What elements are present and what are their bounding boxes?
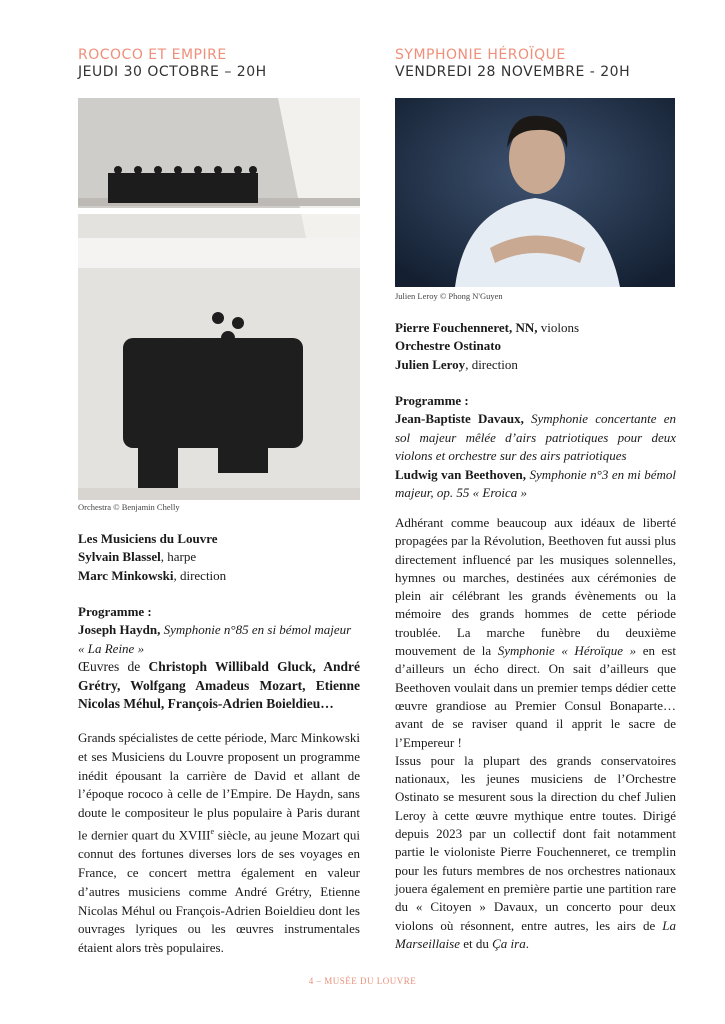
event-title: SYMPHONIE HÉROÏQUE: [395, 47, 566, 63]
work: Jean-Baptiste Davaux, Symphonie concertante en sol majeur mêlée d’airs patriotiques pour deux violons et orchestre sur des airs patriotiques: [395, 411, 676, 464]
performer: Orchestre Ostinato: [395, 338, 502, 354]
left-performers: [78, 530, 360, 585]
left-header: [78, 47, 267, 81]
page-footer: 4 – MUSÉE DU LOUVRE: [308, 976, 417, 986]
right-performers: [395, 319, 676, 374]
right-programme: [395, 392, 676, 502]
photo-caption: Orchestra © Benjamin Chelly: [78, 502, 180, 512]
orchestra-photo: [78, 98, 360, 500]
work: Ludwig van Beethoven, Symphonie n°3 en mi bémol majeur, op. 55 « Eroica »: [395, 466, 676, 501]
performer: Julien Leroy, direction: [395, 356, 518, 372]
programme-label: Programme :: [78, 604, 152, 619]
conductor-photo: [395, 98, 675, 287]
event-title: ROCOCO ET EMPIRE: [78, 47, 227, 63]
right-description: Adhérant comme beaucoup aux idéaux de liberté propagées par la Révolution, Beethoven fut aussi plus directement influencé par les musiques solennelles, hymnes ou marches, destinées aux cérémonies de plein air célébrant les grands évènements ou la mémoire des grands hommes de cette période troublée. La marche funèbre du deuxième mouvement de la Symphonie « Héroïque » en est d’ailleurs un écho direct. On sait d’ailleurs que Beethoven voulait dans un premier temps dédier cette œuvre grandiose au Premier Consul Bonaparte… avant de se raviser quand il apprit le sacre de l’Empereur ! Issus pour la plupart des grands conservatoires nationaux, les jeunes musiciens de l’Orchestre Ostinato se mesurent sous la direction du chef Julien Leroy à cette œuvre mythique entre toutes. Dirigé depuis 2023 par un collectif dont fait notamment partie le violoniste Pierre Fouchenneret, ce tremplin pour les futurs membres de nos orchestres nationaux jouera également en première partie une partition rare du « Citoyen » Davaux, un concerto pour deux violons où résonnent, entre autres, les airs de La Marseillaise et du Ça ira.: [395, 515, 676, 951]
left-programme: Programme : Joseph Haydn, Symphonie n°85 en si bémol majeur « La Reine » Œuvres de Christoph Willibald Gluck, André Grétry, Wolfgang Amadeus Mozart, Etienne Nicolas Méhul, François-Adrien Boieldieu…: [78, 604, 360, 712]
event-date: JEUDI 30 OCTOBRE – 20H: [78, 64, 267, 80]
performer: Les Musiciens du Louvre: [78, 531, 218, 546]
photo-caption: Julien Leroy © Phong N'Guyen: [395, 291, 503, 301]
work: Joseph Haydn, Symphonie n°85 en si bémol majeur « La Reine »: [78, 622, 352, 656]
performer: Pierre Fouchenneret, NN, violons: [395, 320, 580, 335]
performer: Sylvain Blassel, harpe: [78, 549, 197, 565]
right-header: [395, 47, 630, 81]
event-date: VENDREDI 28 NOVEMBRE - 20H: [395, 64, 631, 80]
programme-label: Programme :: [395, 393, 469, 408]
performer: Marc Minkowski, direction: [78, 567, 227, 583]
left-description: Grands spécialistes de cette période, Marc Minkowski et ses Musiciens du Louvre proposent un programme inédit épousant la carrière de David et allant de l’époque rococo à celle de l’Empire. De Haydn, sans doute le compositeur le plus populaire à Paris durant le dernier quart du XVIIIe siècle, au jeune Mozart qui connut des fortunes diverses lors de ses voyages en France, ce concert mettra également en valeur d’autres musiciens comme André Grétry, Etienne Nicolas Méhul ou François-Adrien Boieldieu dont les ouvrages lyriques ou les œuvres instrumentales étaient alors très populaires.: [78, 730, 361, 956]
